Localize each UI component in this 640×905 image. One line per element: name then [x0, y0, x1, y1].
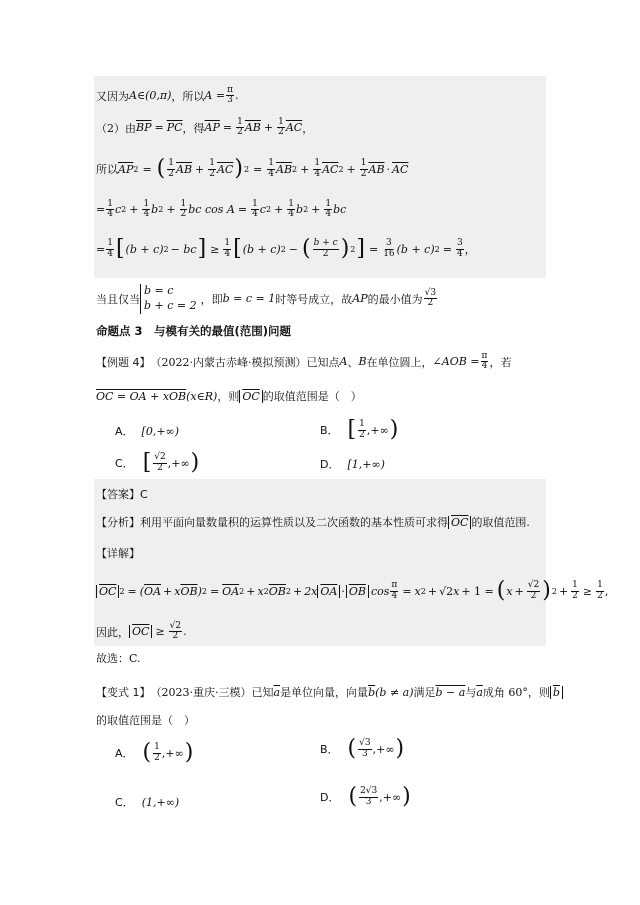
fraction-num: √2 [169, 621, 182, 631]
fraction-num: 1 [359, 419, 365, 430]
fraction-num: √2 [154, 452, 166, 463]
example4-option-a[interactable] [115, 423, 179, 439]
point-b: B [358, 355, 367, 369]
text: 在单位圆上， [366, 355, 433, 369]
text: = [154, 121, 164, 135]
text: . [235, 89, 239, 103]
solution-line-4: = $\frac{1}{4}$ c 2 + $\frac{1}{4}$ b 2 + $\frac{1}{2}$ bc cos A = $\frac{1}{4}$ c 2 + $\frac{1}{4}$ b 2 + $\frac{1}{4}$ bc [96, 199, 347, 220]
text: ， [464, 243, 476, 256]
abs-b: $\overline{b}$ [550, 686, 563, 699]
text: 满足 [413, 686, 436, 699]
fraction-num: π [481, 351, 488, 361]
vector-ab: $\overline{AB}$ [244, 121, 261, 135]
option-key: A． [115, 747, 134, 760]
example4-option-c[interactable]: C． [ $\frac{√2}{2}$ ,+∞ ) [115, 450, 200, 475]
fraction-num: √3 [424, 287, 437, 298]
system-eq-2: b + c = 2 [144, 298, 197, 312]
option-key: B． [320, 743, 339, 756]
equation-system [140, 284, 197, 314]
vector-ap: $\overline{AP}$ [118, 162, 134, 176]
fraction-num: 2√3 [360, 786, 378, 797]
answer-line: 【答案】C [96, 488, 148, 501]
option-key: C． [115, 796, 134, 809]
vector-b: $\overline{b}$ [368, 685, 376, 699]
option-value: (1,+∞) [141, 795, 180, 809]
vector-pc: $\overline{PC}$ [166, 121, 183, 135]
option-rest: ,+∞ [167, 456, 190, 470]
option-rest: ,+∞ [366, 423, 389, 437]
math-ap: AP [352, 292, 368, 306]
choose-line: 故选：C. [96, 652, 141, 665]
angle-aob: ∠AOB = [432, 355, 480, 369]
vector-ab: $\overline{AB}$ [176, 162, 193, 176]
answer-fraction [424, 289, 437, 309]
vector-ac: $\overline{AC}$ [392, 162, 409, 176]
fraction-den: 4 [481, 361, 488, 372]
vector-ac: $\overline{AC}$ [216, 162, 234, 176]
variant1-option-a[interactable]: A． ( $\frac{1}{2}$ ,+∞ ) [115, 740, 194, 765]
vector-ac: $\overline{AC}$ [322, 162, 339, 176]
fraction-num: π [227, 85, 233, 95]
example4-line-1 [96, 352, 511, 372]
text: ≥ [155, 625, 165, 639]
text: 时等号成立，故 [275, 292, 353, 306]
text: 当且仅当 [96, 292, 140, 306]
solution-line-6 [96, 284, 438, 314]
analysis-text: 利用平面向量数量积的运算性质以及二次函数的基本性质可求得 [140, 516, 448, 529]
text: ，若 [489, 355, 512, 369]
variant1-option-c[interactable] [115, 794, 179, 810]
point-a: A [339, 355, 348, 369]
option-rest: ,+∞ [379, 790, 402, 804]
section-heading: 命题点 3 与模有关的最值(范围)问题 [96, 324, 292, 338]
option-key: B． [320, 424, 339, 437]
variant-source: （2023·重庆·三模） [150, 686, 252, 699]
text: 已知点 [306, 355, 340, 369]
text: 已知 [251, 686, 274, 699]
text: （2）由 [96, 121, 136, 135]
text: ，即 [200, 292, 223, 306]
therefore-line [96, 622, 187, 642]
option-rest: ,+∞ [372, 742, 395, 756]
text: ，则 [217, 390, 240, 403]
solution-line-3: 所以 $\overline{AP}$ 2 = ( $\frac{1}{2}$ $\overline{AB}$ + $\frac{1}{2}$ $\overline{AC}$ ) 2 = $\frac{1}{4}$ $\overline{AB}$ 2 + $\frac{1}{4}$ $\overline{AC}$ 2 + $\frac{1}{2}$ $\overline{AB}$ · $\overline{AC}$ [96, 156, 409, 181]
vector-bp: $\overline{BP}$ [136, 121, 152, 135]
abs-oc: $\overline{OC}$ [239, 390, 262, 403]
fraction-den: 3 [362, 748, 368, 759]
example-tag: 【例题 4】 [96, 355, 151, 369]
fraction-den: 2 [157, 462, 163, 473]
vector-ab: $\overline{AB}$ [276, 162, 293, 176]
text: 与 [465, 686, 477, 699]
fraction-num: 1 [154, 742, 160, 753]
variant-tag: 【变式 1】 [96, 686, 151, 699]
variant1-line-1 [96, 684, 563, 700]
example4-line-2 [96, 388, 362, 404]
fraction-den: 2 [154, 752, 160, 763]
fraction-den: 3 [227, 95, 233, 106]
fraction-den: 3 [365, 796, 372, 807]
text: ，所以 [171, 89, 205, 103]
example4-option-b[interactable]: B． [ $\frac{1}{2}$ ,+∞ ) [320, 417, 399, 442]
text: 的取值范围是（ ） [262, 390, 362, 403]
fraction-den: 2 [359, 429, 365, 440]
math-lhs: A = [204, 89, 226, 103]
variant1-line-2: 的取值范围是（ ） [96, 714, 195, 727]
fraction-num: √3 [359, 738, 371, 749]
analysis-tag: 【分析】 [96, 516, 140, 529]
text: 又因为 [96, 89, 129, 103]
math-cond: (b ≠ a) [375, 685, 414, 699]
solution-shade-2 [94, 479, 546, 646]
solution-line-1 [96, 86, 239, 106]
text: 、 [347, 355, 359, 369]
text: 因此， [96, 625, 129, 639]
vector-ap: $\overline{AP}$ [204, 121, 220, 135]
vector-equation: OC = OA + xOB [96, 389, 187, 403]
solution-line-2: （2）由 $\overline{BP}$ = $\overline{PC}$ ，得 $\overline{AP}$ = $\frac{1}{2}$ $\overline{AB}$ + $\frac{1}{2}$ $\overline{AC}$ ， [96, 117, 314, 138]
text: 所以 [96, 163, 118, 176]
example-source: （2022·内蒙古赤峰·模拟预测） [150, 355, 307, 369]
option-value: [0,+∞) [141, 424, 179, 438]
vector-a: $\overline{a}$ [476, 685, 483, 699]
fraction-pi-4 [481, 352, 489, 372]
math-cond: A∈(0,π) [129, 89, 172, 103]
option-key: C． [115, 457, 134, 470]
vector-a: $\overline{a}$ [273, 685, 281, 699]
option-value: [1,+∞) [347, 457, 385, 471]
detail-equation: $\overline{OC}$ 2 = ( $\overline{OA}$ + x $\overline{OB}$ ) 2 = $\overline{OA}$ 2 + x 2 $\overline{OB}$ 2 + 2x $\overline{OA}$ · $\overline{OB}$ cos $\frac{\pi}{4}$ = x 2 + √2 x + 1 = ( x + $\frac{√2}{2}$ ) 2 + $\frac{1}{2}$ ≥ $\frac{1}{2}$ , [96, 580, 608, 602]
fraction-den: 2 [427, 298, 434, 309]
variant1-option-b[interactable]: B． ( $\frac{√3}{3}$ ,+∞ ) [320, 736, 405, 761]
abs-oc: $\overline{OC}$ [129, 625, 152, 638]
text: ， [302, 121, 314, 135]
math-cond: b = c = 1 [222, 292, 276, 306]
variant1-option-d[interactable]: D． ( $\frac{2√3}{3}$ ,+∞ ) [320, 784, 411, 809]
option-key: D． [320, 458, 340, 471]
vector-ac: $\overline{AC}$ [285, 121, 303, 135]
analysis-line [96, 514, 530, 530]
math-cond: (x∈R) [186, 389, 218, 403]
text: ，得 [182, 121, 205, 135]
solution-line-5: = $\frac{1}{4}$ [ (b + c) 2 − bc ] ≥ $\frac{1}{4}$ [ (b + c) 2 − ( $\frac{b + c}{2}$ ) 2 ] = $\frac{3}{16}$ (b + c) 2 = $\frac{3}{4}$ ， [96, 236, 476, 261]
option-key: A． [115, 425, 134, 438]
fraction-den: 2 [172, 631, 179, 642]
text: 是单位向量，向量 [280, 686, 369, 699]
option-key: D． [320, 791, 340, 804]
abs-oc: $\overline{OC}$ [448, 516, 471, 529]
text: . [183, 625, 187, 639]
example4-option-d[interactable] [320, 456, 385, 472]
text: 的取值范围. [471, 516, 530, 529]
math-bc-cosA: bc cos A [188, 203, 235, 217]
vector-expr: b − a [435, 685, 466, 699]
text: 的最小值为 [367, 292, 423, 306]
vector-ab: $\overline{AB}$ [368, 162, 385, 176]
fraction-pi-3 [226, 86, 234, 106]
detail-tag: 【详解】 [96, 547, 140, 560]
system-eq-1: b = c [144, 284, 174, 297]
text: 成角 60°，则 [482, 686, 550, 699]
option-rest: ,+∞ [161, 746, 184, 760]
